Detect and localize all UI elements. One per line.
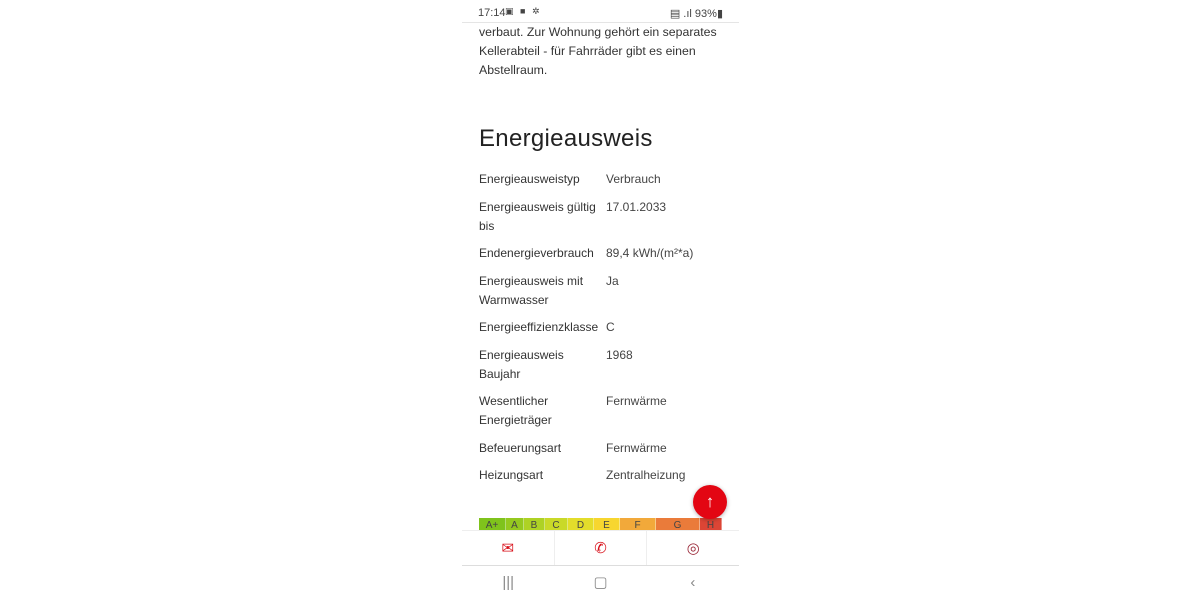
- detail-label: Energieausweis gültig bis: [479, 199, 596, 233]
- detail-value: Fernwärme: [606, 440, 667, 455]
- detail-value: Zentralheizung: [606, 468, 686, 482]
- detail-label: Endenergieverbrauch: [479, 246, 594, 260]
- detail-label: Energieeffizienzklasse: [479, 320, 599, 334]
- detail-value: C: [606, 320, 615, 334]
- energy-class-7: G: [656, 518, 700, 530]
- back-button[interactable]: [647, 566, 739, 600]
- detail-value: Verbrauch: [606, 172, 661, 186]
- detail-row: [479, 346, 724, 384]
- detail-row: [479, 466, 724, 485]
- detail-row: [479, 272, 724, 310]
- detail-label: Energieausweistyp: [479, 172, 580, 186]
- detail-label: Heizungsart: [479, 468, 544, 482]
- detail-value: Ja: [606, 273, 619, 288]
- android-nav-bar: [462, 566, 739, 600]
- detail-label: Wesentlicher Energieträger: [479, 394, 552, 427]
- signal-icon: ▤ .ıl: [669, 8, 692, 20]
- page-content: [479, 23, 724, 494]
- arrow-up-icon: ↑: [705, 492, 715, 511]
- instagram-icon: ◎: [686, 540, 700, 557]
- energy-class-2: B: [524, 518, 545, 530]
- home-button[interactable]: [554, 566, 646, 600]
- email-button[interactable]: [462, 531, 554, 565]
- detail-value: Fernwärme: [606, 394, 667, 408]
- contact-bar: [462, 530, 739, 566]
- detail-row: [479, 439, 724, 458]
- detail-value: 1968: [606, 347, 633, 362]
- energy-class-8: H: [700, 518, 722, 530]
- detail-row: [479, 198, 724, 236]
- detail-row: [479, 318, 724, 337]
- section-title: Energieausweis: [479, 125, 653, 152]
- detail-label: Energieausweis Baujahr: [479, 347, 564, 381]
- phone-button[interactable]: [554, 531, 647, 565]
- detail-row: [479, 244, 724, 263]
- battery-level: 93%: [694, 8, 717, 20]
- envelope-icon: ✉: [501, 540, 515, 557]
- detail-row: [479, 170, 724, 189]
- status-time: 17:14: [478, 7, 506, 19]
- status-bar: [462, 0, 739, 23]
- phone-screen: [462, 0, 739, 600]
- detail-value: 89,4 kWh/(m²*a): [606, 246, 694, 260]
- energy-efficiency-scale: [479, 518, 722, 530]
- description-text: verbaut. Zur Wohnung gehört ein separates Kellerabteil - für Fahrräder gibt es einen Abstellraum.: [479, 25, 717, 77]
- energy-class-0: A+: [479, 518, 506, 530]
- notification-icons: ▣ ■ ✲: [505, 6, 542, 16]
- detail-label: Befeuerungsart: [479, 440, 562, 455]
- energy-class-3: C: [545, 518, 568, 530]
- detail-value: 17.01.2033: [606, 199, 667, 214]
- status-right: ▤ .ıl 93%▮: [669, 8, 723, 20]
- scroll-to-top-button[interactable]: [693, 485, 727, 519]
- instagram-button[interactable]: [646, 531, 739, 565]
- home-icon: ▢: [593, 574, 608, 591]
- energy-details: [479, 170, 724, 485]
- energy-class-4: D: [568, 518, 594, 530]
- recent-apps-button[interactable]: [462, 566, 554, 600]
- energy-class-6: F: [620, 518, 656, 530]
- detail-row: [479, 392, 724, 430]
- phone-icon: ✆: [594, 540, 607, 557]
- energy-class-1: A: [506, 518, 524, 530]
- recents-icon: |||: [502, 574, 515, 591]
- energy-class-5: E: [594, 518, 620, 530]
- back-icon: ‹: [690, 574, 696, 591]
- detail-label: Energieausweis mit Warmwasser: [479, 273, 584, 307]
